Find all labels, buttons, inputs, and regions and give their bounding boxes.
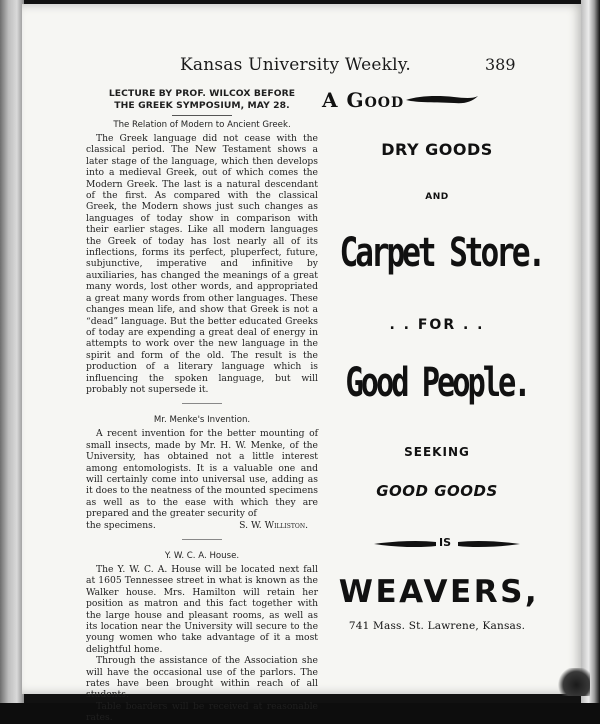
ad-good-goods: GOOD GOODS [376,482,498,500]
newspaper-page [22,4,584,724]
ad-and: AND [425,192,449,202]
ad-address: 741 Mass. St. Lawrene, Kansas. [348,620,526,632]
lecture-body: The Greek language did not cease with the classical period. The New Testament shows a later stage of the language, which then develops into a medieval Greek, out of which comes the Modern Greek. The last is a natural descendant of the first. As compared with the classical Greek, the Modern shows just such changes as languages of today show in comparison with their earlier stages. Like all modern languages the Greek of today has lost nearly all of its inflections, forms its perfect, pluperfect, future, subjunctive, imperative and infinitive by auxiliaries, has changed the meanings of a great many words, lost other words, and appropriated a great many words from other languages. These changes mean life, and show that Greek is not a “dead” language. But the better educated Greeks of today are expending a great deal of energy in attempts to work over the new language in the spirit and form of the old. The result is the production of a literary language which is influencing the spoken language, but will probably not supersede it. [86,133,318,395]
ad-good-rest: OOD [364,95,405,111]
page-header [22,55,584,77]
lecture-title-line-2: THE GREEK SYMPOSIUM, MAY 28. [114,100,290,111]
ad-good-people: Good People. [345,360,529,406]
ad-for: . . FOR . . [389,317,485,333]
running-title: Kansas University Weekly. [180,55,411,75]
ywca-paragraph-2: Through the assistance of the Association she will have the occasional use of the parlors. The rates have been brought within reach of all students. [86,655,318,701]
ad-is: IS [439,536,452,549]
left-page-edge [0,0,24,703]
swash-right-icon [458,540,520,548]
section-divider [182,403,222,404]
menke-last-line: the specimens. [86,519,156,531]
menke-body: A recent invention for the better mounting of small insects, made by Mr. H. W. Menke, of the University, has obtained not a little interest among entomologists. It is a valuable one and will certainly come into universal use, adding as it does to the neatness of the mounted specimens as well as to the ease with which they are prepared and the greater security of [86,428,318,520]
swash-ornament-icon [406,94,478,106]
right-page-edge [581,0,600,703]
lecture-title [86,88,318,112]
swash-left-icon [374,540,436,548]
ad-a: A [322,88,347,112]
ad-a-good [322,88,482,114]
page-number: 389 [485,55,516,74]
ad-dry-goods: DRY GOODS [381,140,493,159]
left-column [86,88,318,724]
menke-heading: Mr. Menke's Invention. [153,415,251,426]
menke-signature: S. W. Williston. [239,519,308,531]
ywca-paragraph-1: The Y. W. C. A. House will be located next fall at 1605 Tennessee street in what is known as the Walker house. Mrs. Hamilton will retain her position as matron and this fact together with the large house and pleasant rooms, as well as its location near the University will secure to the young women who take advantage of it a most delightful home. [86,564,318,655]
ywca-paragraph-3: Table boarders will be received at reasonable rates. [86,700,318,724]
ad-a-good-text [322,88,404,112]
section-divider [182,539,222,540]
menke-signature-line [86,520,318,531]
ad-good-initial: G [346,88,365,112]
ad-seeking: SEEKING [404,445,470,459]
lecture-heading: The Relation of Modern to Ancient Greek. [113,120,291,130]
ywca-heading: Y. W. C. A. House. [164,551,240,561]
advertisement [312,88,584,648]
ad-is-row [374,536,524,552]
ad-weavers: WEAVERS, [338,574,540,610]
title-rule [172,115,232,116]
lecture-title-line-1: LECTURE BY PROF. WILCOX BEFORE [108,88,296,99]
scan-smudge [556,668,590,696]
ad-carpet-store: Carpet Store. [339,230,544,276]
